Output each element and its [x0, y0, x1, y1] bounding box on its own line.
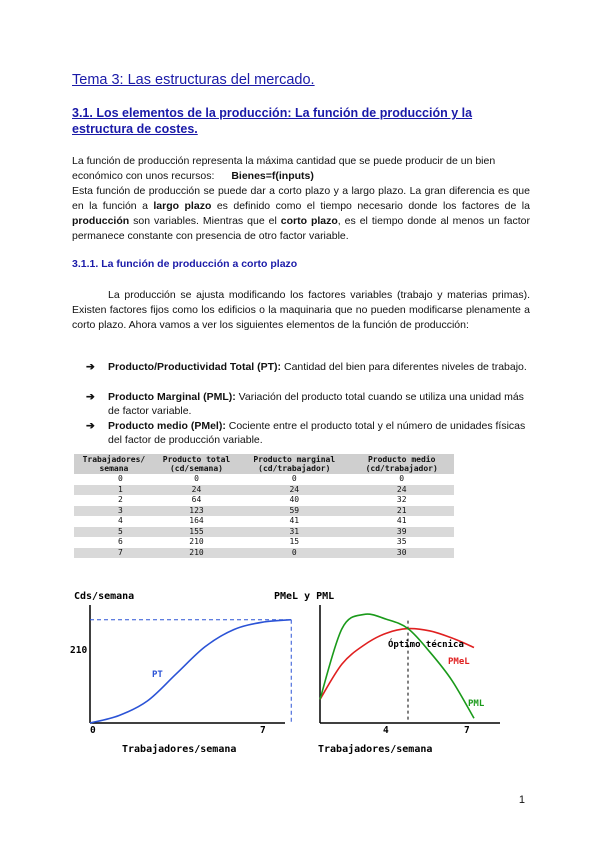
table-cell: 35: [396, 537, 407, 546]
table-row: [74, 548, 454, 559]
table-cell: 0: [239, 548, 349, 559]
chart1-xlabel: Trabajadores/semana: [122, 744, 237, 755]
table-cell: 2: [118, 495, 123, 504]
table-cell: 15: [289, 537, 300, 546]
bullet-item: [88, 419, 528, 447]
table-cell: 164: [189, 516, 204, 525]
chart1-ylabel: Cds/semana: [74, 591, 135, 602]
arrow-icon: ➔: [86, 361, 95, 373]
pmel-pml-chart: [274, 585, 510, 760]
formula: Bienes=f(inputs): [231, 170, 314, 182]
table-cell: 0: [118, 474, 123, 483]
table-cell: 6: [118, 537, 123, 546]
intro-text: La función de producción representa la máxima cantidad que se puede producir de un bien económico con unos recursos:: [72, 155, 496, 182]
table-cell: 155: [154, 527, 239, 538]
table-cell: 31: [239, 527, 349, 538]
subsection-title: 3.1.1. La función de producción a corto plazo: [72, 258, 298, 270]
table-cell: 210: [154, 548, 239, 559]
table-cell: 0: [291, 474, 297, 483]
table-header: Producto medio (cd/trabajador): [349, 454, 454, 474]
production-table: [74, 454, 454, 558]
arrow-icon: ➔: [86, 420, 95, 432]
table-cell: 1: [74, 485, 154, 496]
table-cell: 3: [74, 506, 154, 517]
table-cell: 41: [396, 516, 407, 525]
table-cell: 123: [154, 506, 239, 517]
table-cell: 7: [74, 548, 154, 559]
bullet-desc: Variación del producto total cuando se utiliza una unidad más de factor variable.: [108, 391, 524, 417]
bullet-term: Producto/Productividad Total (PT):: [108, 361, 282, 373]
chart1-xtick-0: 0: [90, 725, 96, 736]
table-row: [74, 527, 454, 538]
intro-p2-g: , es el tiempo donde al menos un factor permanece constante con presencia de otro factor variable.: [72, 215, 530, 242]
table-cell: 0: [194, 474, 199, 483]
doc-title: Tema 3: Las estructuras del mercado.: [72, 72, 315, 88]
chart2-xlabel: Trabajadores/semana: [318, 744, 433, 755]
chart2-ylabel: PMeL y PML: [274, 591, 335, 602]
table-header: Producto total (cd/semana): [154, 454, 239, 474]
table-row: [74, 495, 454, 506]
table-row: [74, 506, 454, 517]
intro-p2-d: producción: [72, 215, 130, 227]
table-row: [74, 516, 454, 527]
optimum-annotation: Óptimo técnica: [388, 640, 464, 650]
intro-paragraph-2: [72, 184, 530, 244]
bullet-desc: Cantidad del bien para diferentes niveles de trabajo.: [281, 361, 527, 373]
table-cell: 59: [239, 506, 349, 517]
table-cell: 32: [396, 495, 407, 504]
table-cell: 21: [349, 506, 454, 517]
chart1-ytick-210: 210: [70, 645, 88, 656]
pmel-series-label: PMeL: [448, 657, 470, 667]
table-row: [74, 474, 454, 485]
table-header: Producto marginal (cd/trabajador): [239, 454, 349, 474]
intro-p2-e: son variables. Mientras que el: [129, 215, 281, 227]
intro-p2-c: es definido como el tiempo necesario donde los factores de la: [211, 200, 530, 212]
table-row: [74, 537, 454, 548]
table-cell: 5: [74, 527, 154, 538]
bullet-term: Producto Marginal (PML):: [108, 391, 236, 403]
pt-series-line: [90, 620, 291, 723]
table-cell: 64: [191, 495, 202, 504]
intro-p2-a: Esta función de producción se puede dar a corto plazo y a largo plazo. La gran diferencia es que en la función a: [72, 185, 530, 212]
table-cell: 30: [349, 548, 454, 559]
table-cell: 0: [399, 474, 405, 483]
intro-p2-f: corto plazo: [280, 215, 338, 227]
intro-paragraph-1: [72, 154, 530, 184]
chart2-xtick-7: 7: [464, 725, 470, 736]
intro-p2-b: largo plazo: [153, 200, 212, 212]
arrow-icon: ➔: [86, 391, 95, 403]
pt-chart: [60, 585, 300, 760]
section-title: 3.1. Los elementos de la producción: La función de producción y la estructura de costes.: [72, 106, 473, 136]
bullet-term: Producto medio (PMel):: [108, 420, 226, 432]
bullet-item: [88, 390, 528, 418]
table-cell: 24: [154, 485, 239, 496]
table-header: Trabajadores/ semana: [74, 454, 154, 474]
table-cell: 4: [118, 516, 123, 525]
bullet-desc: Cociente entre el producto total y el número de unidades físicas del factor de producción variable.: [108, 420, 526, 446]
chart1-xtick-7: 7: [260, 725, 266, 736]
pt-series-label: PT: [152, 670, 163, 680]
table-cell: 24: [349, 485, 454, 496]
bullet-item: [88, 360, 528, 374]
page-number: 1: [518, 794, 525, 806]
table-cell: 41: [289, 516, 300, 525]
chart2-xtick-4: 4: [383, 725, 389, 736]
table-cell: 24: [239, 485, 349, 496]
table-cell: 40: [289, 495, 300, 504]
pml-series-label: PML: [468, 699, 485, 709]
sub-paragraph: La producción se ajusta modificando los factores variables (trabajo y materias primas). Existen factores fijos como los edificios o la maquinaria que no pueden modificarse plenamente a corto plazo. Ahora vamos a ver los siguientes elementos de la función de producción:: [72, 289, 530, 331]
table-row: [74, 485, 454, 496]
table-cell: 210: [189, 537, 204, 546]
table-cell: 39: [349, 527, 454, 538]
